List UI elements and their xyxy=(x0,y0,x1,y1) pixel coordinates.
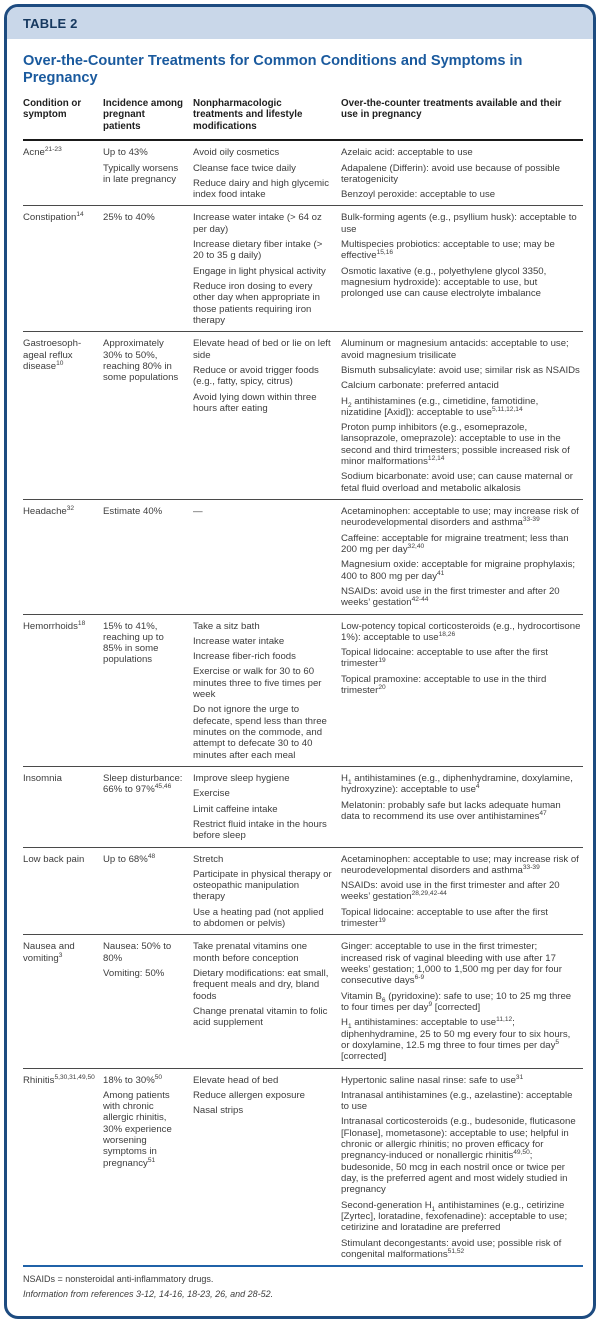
cell-paragraph: Approximately 30% to 50%, reaching 80% in some populations xyxy=(103,338,179,384)
table-row xyxy=(23,332,583,500)
table-body xyxy=(23,140,583,1265)
cell-paragraph: Limit caffeine intake xyxy=(193,803,278,815)
cell-paragraph: Azelaic acid: acceptable to use xyxy=(341,147,473,159)
cell-paragraph: Adapalene (Differin): avoid use because of possible teratogenicity xyxy=(341,162,561,185)
cell-paragraph: Exercise xyxy=(193,788,230,800)
cell-paragraph: Aluminum or magnesium antacids: acceptable to use; avoid magnesium trisilicate xyxy=(341,338,569,361)
table-row xyxy=(23,206,583,332)
column-header: Condition or symptom xyxy=(23,96,103,141)
cell-paragraph: Bulk-forming agents (e.g., psyllium husk): acceptable to use xyxy=(341,212,577,235)
cell-paragraph: Increase water intake (> 64 oz per day) xyxy=(193,212,322,235)
cell-paragraph: Vitamin $B_6$ (pyridoxine): safe to use; 10 to 25 mg three to four times per day$^9$ [corrected] xyxy=(341,990,572,1013)
header-row xyxy=(23,96,583,141)
cell-paragraph: Participate in physical therapy or osteopathic manipulation therapy xyxy=(193,868,332,903)
incidence-cell xyxy=(103,206,193,332)
table-row xyxy=(23,847,583,935)
table-row xyxy=(23,500,583,615)
cell-paragraph: Increase dietary fiber intake (> 20 to 35 g daily) xyxy=(193,239,323,262)
incidence-cell xyxy=(103,847,193,935)
table-header xyxy=(23,96,583,141)
otc-treatments-cell xyxy=(341,847,583,935)
cell-paragraph: Up to 68%$^{48}$ xyxy=(103,852,156,865)
cell-paragraph: Among patients with chronic allergic rhinitis, 30% experience worsening symptoms in pregnancy$^{51}$ xyxy=(103,1089,172,1169)
footnotes xyxy=(23,1265,583,1299)
condition-cell xyxy=(23,140,103,206)
cell-paragraph: Insomnia xyxy=(23,772,62,784)
cell-paragraph: Avoid oily cosmetics xyxy=(193,147,280,159)
cell-paragraph: Reduce dairy and high glycemic index food intake xyxy=(193,177,329,201)
cell-paragraph: Avoid lying down within three hours after eating xyxy=(193,391,317,414)
cell-paragraph: Magnesium oxide: acceptable for migraine prophylaxis; 400 to 800 mg per day$^{41}$ xyxy=(341,559,576,582)
incidence-cell xyxy=(103,1068,193,1265)
table-title: Over-the-Counter Treatments for Common Conditions and Symptoms in Pregnancy xyxy=(23,53,523,86)
cell-paragraph: Increase fiber-rich foods xyxy=(193,651,296,663)
cell-paragraph: Up to 43% xyxy=(103,147,148,159)
cell-paragraph: — xyxy=(193,506,203,518)
nonpharmacologic-cell xyxy=(193,1068,341,1265)
condition-cell xyxy=(23,1068,103,1265)
footnote-source: Information from references 3-12, 14-16, 18-23, 26, and 28-52. xyxy=(23,1289,274,1300)
cell-paragraph: Low-potency topical corticosteroids (e.g., hydrocortisone 1%): acceptable to use$^{18,26}$ xyxy=(341,620,581,643)
table-label: TABLE 2 xyxy=(7,7,593,39)
incidence-cell xyxy=(103,332,193,500)
otc-treatments-cell xyxy=(341,1068,583,1265)
condition-cell xyxy=(23,766,103,847)
cell-paragraph: Estimate 40% xyxy=(103,506,163,518)
cell-paragraph: Gastroesophageal reflux disease$^{10}$ xyxy=(23,338,82,372)
cell-paragraph: Intranasal antihistamines (e.g., azelastine): acceptable to use xyxy=(341,1089,573,1113)
cell-paragraph: Intranasal corticosteroids (e.g., budesonide, fluticasone [Flonase], mometasone): acceptable to use; helpful in chronic or allergic rhinitis; no proven efficacy for pregnancy-induced or nonallergic rhinitis$^{49,50}$; budesonide, 50 mcg in each nostril once or twice per day, is the preferred agent and most widely studied in pregnancy xyxy=(341,1116,576,1196)
cell-paragraph: Take a sitz bath xyxy=(193,620,260,632)
condition-cell xyxy=(23,332,103,500)
cell-paragraph: Use a heating pad (not applied to abdomen or pelvis) xyxy=(193,906,324,930)
cell-paragraph: Sleep disturbance: 66% to 97%$^{45,46}$ xyxy=(103,772,183,796)
condition-cell xyxy=(23,500,103,615)
nonpharmacologic-cell xyxy=(193,206,341,332)
cell-paragraph: Do not ignore the urge to defecate, spend less than three minutes on the commode, and attempt to defecate 30 to 40 minutes after each meal xyxy=(193,704,327,761)
nonpharmacologic-cell xyxy=(193,140,341,206)
cell-paragraph: Topical pramoxine: acceptable to use in the third trimester$^{20}$ xyxy=(341,673,547,697)
treatments-table xyxy=(23,96,583,1266)
cell-paragraph: Sodium bicarbonate: avoid use; can cause maternal or fetal fluid overload and metabolic alkalosis xyxy=(341,471,573,494)
cell-paragraph: Acne$^{21-23}$ xyxy=(23,146,62,159)
cell-paragraph: $H_1$ antihistamines: acceptable to use$^{11,12}$; diphenhydramine, 25 to 50 mg every four to six hours, or doxylamine, 12.5 mg three to four times per day$^5$ [corrected] xyxy=(341,1016,571,1063)
cell-paragraph: Osmotic laxative (e.g., polyethylene glycol 3350, magnesium hydroxide): acceptable to use, but prolonged use can cause electrolyte imbalance xyxy=(341,265,547,300)
cell-paragraph: Reduce or avoid trigger foods (e.g., fatty, spicy, citrus) xyxy=(193,364,319,388)
table-card xyxy=(4,4,596,1319)
cell-paragraph: Exercise or walk for 30 to 60 minutes three to five times per week xyxy=(193,666,322,701)
cell-paragraph: Nasal strips xyxy=(193,1105,244,1117)
condition-cell xyxy=(23,935,103,1068)
otc-treatments-cell xyxy=(341,766,583,847)
cell-paragraph: Bismuth subsalicylate: avoid use; similar risk as NSAIDs xyxy=(341,364,580,376)
nonpharmacologic-cell xyxy=(193,500,341,615)
nonpharmacologic-cell xyxy=(193,847,341,935)
column-header: Nonpharmacologic treatments and lifestyle modifications xyxy=(193,96,341,141)
table-row xyxy=(23,1068,583,1265)
table-content-area xyxy=(7,39,593,1316)
cell-paragraph: Typically worsens in late pregnancy xyxy=(103,162,179,185)
table-row xyxy=(23,935,583,1068)
cell-paragraph: Headache$^{32}$ xyxy=(23,504,75,518)
cell-paragraph: NSAIDs: avoid use in the first trimester and after 20 weeks’ gestation$^{42-44}$ xyxy=(341,585,560,609)
cell-paragraph: Caffeine: acceptable for migraine treatment; less than 200 mg per day$^{32,40}$ xyxy=(341,532,569,555)
cell-paragraph: Second-generation $H_1$ antihistamines (e.g., cetirizine [Zyrtec], loratadine, fexofenadine): acceptable to use; cetirizine and loratadine are preferred xyxy=(341,1199,568,1234)
cell-paragraph: Calcium carbonate: preferred antacid xyxy=(341,380,499,392)
cell-paragraph: Dietary modifications: eat small, frequent meals and dry, bland foods xyxy=(193,968,329,1002)
cell-paragraph: Take prenatal vitamins one month before conception xyxy=(193,941,308,964)
otc-treatments-cell xyxy=(341,935,583,1068)
cell-paragraph: Stimulant decongestants: avoid use; possible risk of congenital malformations$^{51,52}$ xyxy=(341,1237,562,1260)
condition-cell xyxy=(23,206,103,332)
cell-paragraph: 25% to 40% xyxy=(103,212,155,224)
cell-paragraph: Reduce allergen exposure xyxy=(193,1089,306,1101)
column-header: Over-the-counter treatments available and their use in pregnancy xyxy=(341,96,583,141)
table-row xyxy=(23,140,583,206)
cell-paragraph: Nausea: 50% to 80% xyxy=(103,941,172,964)
cell-paragraph: NSAIDs: avoid use in the first trimester and after 20 weeks’ gestation$^{28,29,42-44}$ xyxy=(341,880,560,903)
incidence-cell xyxy=(103,766,193,847)
cell-paragraph: Multispecies probiotics: acceptable to use; may be effective$^{15,16}$ xyxy=(341,239,555,262)
condition-cell xyxy=(23,847,103,935)
incidence-cell xyxy=(103,140,193,206)
condition-cell xyxy=(23,614,103,766)
cell-paragraph: Benzoyl peroxide: acceptable to use xyxy=(341,189,496,201)
cell-paragraph: 18% to 30%$^{50}$ xyxy=(103,1073,163,1086)
incidence-cell xyxy=(103,500,193,615)
cell-paragraph: Constipation$^{14}$ xyxy=(23,211,84,224)
footnote-abbreviations: NSAIDs = nonsteroidal anti-inflammatory drugs. xyxy=(23,1274,214,1285)
cell-paragraph: $H_1$ antihistamines (e.g., diphenhydramine, doxylamine, hydroxyzine): acceptable to use$^4$ xyxy=(341,772,573,796)
cell-paragraph: Improve sleep hygiene xyxy=(193,772,290,784)
cell-paragraph: Vomiting: 50% xyxy=(103,968,165,980)
otc-treatments-cell xyxy=(341,206,583,332)
cell-paragraph: Topical lidocaine: acceptable to use after the first trimester$^{19}$ xyxy=(341,647,548,670)
cell-paragraph: Cleanse face twice daily xyxy=(193,162,296,174)
cell-paragraph: Topical lidocaine: acceptable to use after the first trimester$^{19}$ xyxy=(341,906,548,930)
cell-paragraph: Hypertonic saline nasal rinse: safe to use$^{31}$ xyxy=(341,1073,524,1086)
otc-treatments-cell xyxy=(341,500,583,615)
otc-treatments-cell xyxy=(341,614,583,766)
cell-paragraph: Restrict fluid intake in the hours before sleep xyxy=(193,818,327,842)
cell-paragraph: 15% to 41%, reaching up to 85% in some populations xyxy=(103,620,164,666)
nonpharmacologic-cell xyxy=(193,614,341,766)
cell-paragraph: Elevate head of bed xyxy=(193,1074,279,1086)
cell-paragraph: Elevate head of bed or lie on left side xyxy=(193,338,331,361)
cell-paragraph: $H_2$ antihistamines (e.g., cimetidine, famotidine, nizatidine [Axid]): acceptable to use$^{5,11,12,14}$ xyxy=(341,395,539,418)
cell-paragraph: Change prenatal vitamin to folic acid supplement xyxy=(193,1005,328,1029)
cell-paragraph: Stretch xyxy=(193,853,224,865)
cell-paragraph: Hemorrhoids$^{18}$ xyxy=(23,619,86,632)
cell-paragraph: Proton pump inhibitors (e.g., esomeprazole, lansoprazole, omeprazole): acceptable to use in the second and third trimesters; possible increased risk of minor malformations$^{12,14}$ xyxy=(341,422,570,468)
cell-paragraph: Rhinitis$^{5,30,31,49,50}$ xyxy=(23,1073,95,1086)
table-row xyxy=(23,766,583,847)
table-row xyxy=(23,614,583,766)
cell-paragraph: Low back pain xyxy=(23,853,85,865)
cell-paragraph: Increase water intake xyxy=(193,635,285,647)
incidence-cell xyxy=(103,935,193,1068)
cell-paragraph: Acetaminophen: acceptable to use; may increase risk of neurodevelopmental disorders and asthma$^{33-39}$ xyxy=(341,506,579,529)
incidence-cell xyxy=(103,614,193,766)
nonpharmacologic-cell xyxy=(193,332,341,500)
cell-paragraph: Ginger: acceptable to use in the first trimester; increased risk of vaginal bleeding with use after 17 weeks’ gestation; 1,000 to 1,500 mg per day for four consecutive days$^{6-9}$ xyxy=(341,941,562,987)
cell-paragraph: Reduce iron dosing to every other day when appropriate in those patients requiring iron therapy xyxy=(193,281,320,326)
cell-paragraph: Nausea and vomiting$^3$ xyxy=(23,941,75,964)
otc-treatments-cell xyxy=(341,140,583,206)
cell-paragraph: Melatonin: probably safe but lacks adequate human data to recommend its use over antihistamines$^{47}$ xyxy=(341,799,561,822)
otc-treatments-cell xyxy=(341,332,583,500)
column-header: Incidence among pregnant patients xyxy=(103,96,193,141)
nonpharmacologic-cell xyxy=(193,935,341,1068)
cell-paragraph: Engage in light physical activity xyxy=(193,265,326,277)
nonpharmacologic-cell xyxy=(193,766,341,847)
cell-paragraph: Acetaminophen: acceptable to use; may increase risk of neurodevelopmental disorders and asthma$^{33-39}$ xyxy=(341,853,579,876)
